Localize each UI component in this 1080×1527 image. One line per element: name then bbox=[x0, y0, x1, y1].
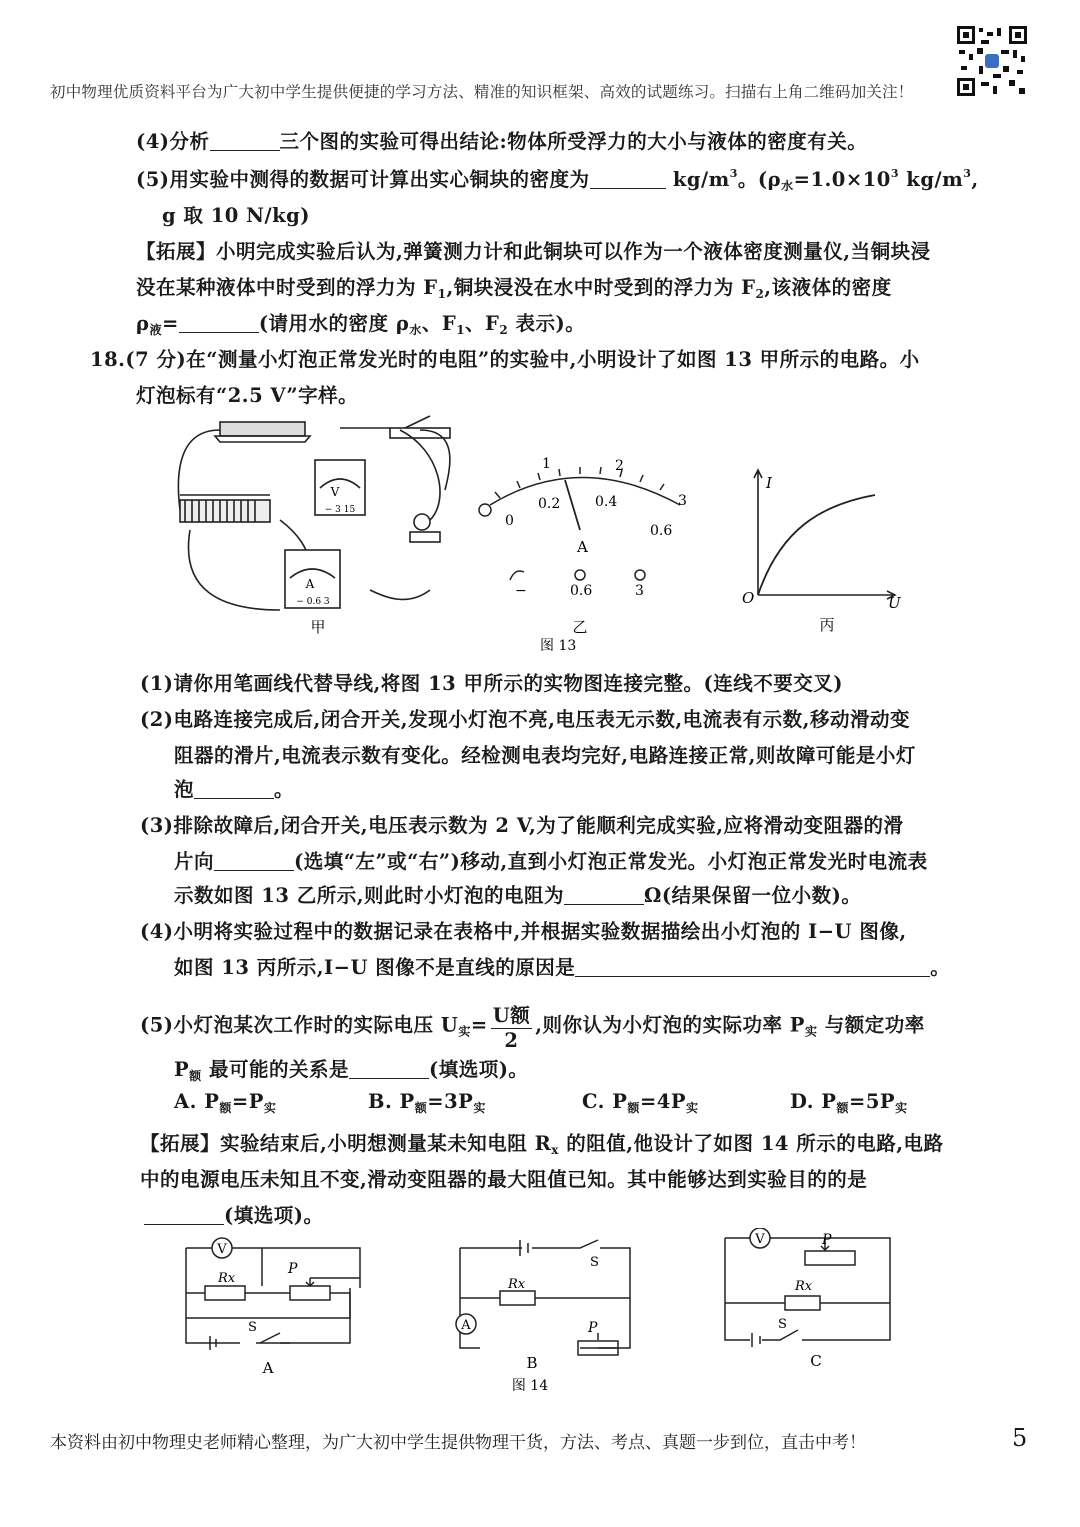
origin-label: O bbox=[742, 589, 755, 607]
header-banner: 初中物理优质资料平台为广大初中学生提供便捷的学习方法、精准的知识框架、高效的试题练习。扫描右上角二维码加关注！ bbox=[50, 83, 914, 101]
text: kg/m bbox=[899, 168, 964, 191]
text-line bbox=[162, 200, 310, 228]
circuit-c-label: C bbox=[810, 1352, 822, 1370]
rx-label: Rx bbox=[795, 1279, 813, 1294]
dial-unit: A bbox=[577, 538, 588, 556]
subscript: 1 bbox=[456, 323, 466, 337]
text: = bbox=[161, 312, 179, 335]
text-line bbox=[174, 740, 916, 768]
numerator: U额 bbox=[491, 1000, 533, 1029]
terminal-label: − bbox=[515, 583, 527, 599]
text: 。(ρ bbox=[737, 168, 782, 191]
qr-code-icon bbox=[957, 26, 1027, 96]
subscript: 2 bbox=[755, 287, 765, 301]
text: Ω(结果保留一位小数)。 bbox=[644, 884, 862, 907]
text-line bbox=[136, 126, 867, 154]
text: (5)用实验中测得的数据可计算出实心铜块的密度为 bbox=[136, 168, 590, 191]
answer-blank[interactable] bbox=[564, 885, 644, 906]
superscript: 3 bbox=[729, 167, 738, 180]
text: kg/m bbox=[665, 168, 730, 191]
text: 中的电源电压未知且不变,滑动变阻器的最大阻值已知。其中能够达到实验目的的是 bbox=[140, 1168, 868, 1191]
text-line bbox=[140, 668, 843, 696]
subscript: 额 bbox=[414, 1101, 428, 1115]
text-line bbox=[136, 164, 979, 194]
label-jia: 甲 bbox=[310, 618, 326, 636]
answer-blank[interactable] bbox=[144, 1205, 224, 1226]
text-line bbox=[144, 1200, 323, 1228]
text: = bbox=[470, 1013, 488, 1037]
lamp bbox=[410, 514, 440, 542]
subscript: 额 bbox=[836, 1101, 849, 1115]
superscript: 3 bbox=[963, 167, 972, 180]
text: 【拓展】小明完成实验后认为,弹簧测力计和此铜块可以作为一个液体密度测量仪,当铜块浸 bbox=[136, 240, 931, 263]
label-bing: 丙 bbox=[819, 616, 835, 634]
text: ρ bbox=[136, 312, 150, 335]
figure-14 bbox=[180, 1228, 900, 1398]
text-line bbox=[140, 1128, 944, 1157]
dial-tick: 0.2 bbox=[538, 496, 561, 512]
dial-tick: 0.4 bbox=[595, 494, 618, 510]
text: B. P bbox=[368, 1090, 415, 1113]
y-axis-label: I bbox=[766, 474, 772, 492]
text: 表示)。 bbox=[508, 312, 586, 335]
answer-blank[interactable] bbox=[575, 957, 930, 978]
dial-tick: 2 bbox=[615, 458, 624, 474]
dial-tick: 1 bbox=[542, 456, 551, 472]
subscript: 实 bbox=[458, 1024, 471, 1039]
text-line bbox=[140, 916, 907, 944]
subscript: 实 bbox=[473, 1101, 486, 1115]
text: 片向 bbox=[174, 850, 215, 873]
text-line bbox=[790, 1090, 908, 1116]
answer-blank[interactable] bbox=[349, 1059, 429, 1080]
subscript: 1 bbox=[437, 287, 447, 301]
text-line bbox=[140, 704, 910, 732]
text-line bbox=[136, 236, 931, 264]
text-line bbox=[140, 1000, 925, 1052]
text: =4P bbox=[639, 1090, 687, 1113]
voltmeter-symbol: V bbox=[755, 1232, 765, 1247]
figure-14-caption: 图 14 bbox=[511, 1378, 549, 1394]
rx-label: Rx bbox=[218, 1271, 236, 1286]
text: A. P bbox=[174, 1090, 220, 1113]
text: ,铜块浸没在水中时受到的浮力为 F bbox=[446, 276, 756, 299]
subscript: 水 bbox=[409, 323, 422, 337]
subscript: 额 bbox=[627, 1101, 640, 1115]
subscript: 2 bbox=[499, 323, 509, 337]
iu-graph bbox=[754, 470, 895, 599]
text: (填选项)。 bbox=[224, 1204, 324, 1227]
text: 、F bbox=[465, 312, 500, 335]
text: 三个图的实验可得出结论:物体所受浮力的大小与液体的密度有关。 bbox=[279, 130, 868, 153]
text: (1)请你用笔画线代替导线,将图 13 甲所示的实物图连接完整。(连线不要交叉) bbox=[140, 672, 843, 695]
text: P bbox=[174, 1058, 190, 1081]
subscript: 实 bbox=[804, 1024, 818, 1039]
p-label: P bbox=[288, 1261, 298, 1277]
circuit-a-label: A bbox=[262, 1359, 274, 1377]
ammeter-terminals: − 0.6 3 bbox=[296, 597, 330, 607]
terminal-label: 0.6 bbox=[570, 583, 593, 599]
text: 最可能的关系是 bbox=[201, 1058, 349, 1081]
text-line bbox=[174, 880, 861, 908]
text: 阻器的滑片,电流表示数有变化。经检测电表均完好,电路连接正常,则故障可能是小灯 bbox=[174, 744, 916, 767]
subscript: 水 bbox=[781, 179, 794, 193]
denominator: 2 bbox=[504, 1029, 519, 1052]
text: 【拓展】实验结束后,小明想测量某未知电阻 R bbox=[140, 1132, 552, 1155]
s-label: S bbox=[778, 1317, 787, 1332]
text: 灯泡标有“2.5 V”字样。 bbox=[136, 384, 359, 407]
rx-label: Rx bbox=[508, 1277, 526, 1292]
subscript: 液 bbox=[149, 323, 162, 337]
text: 如图 13 丙所示,I−U 图像不是直线的原因是 bbox=[174, 956, 576, 979]
text-line bbox=[174, 952, 950, 980]
text-line bbox=[368, 1090, 486, 1116]
subscript: 实 bbox=[686, 1101, 699, 1115]
text: (5)小灯泡某次工作时的实际电压 U bbox=[140, 1013, 459, 1037]
text: 示数如图 13 乙所示,则此时小灯泡的电阻为 bbox=[174, 884, 565, 907]
text: (3)排除故障后,闭合开关,电压表示数为 2 V,为了能顺利完成实验,应将滑动变阻器的滑 bbox=[140, 814, 904, 837]
subscript: 实 bbox=[263, 1101, 277, 1115]
text-line bbox=[174, 1090, 276, 1116]
subscript: 额 bbox=[219, 1101, 232, 1115]
text: =3P bbox=[427, 1090, 474, 1113]
text-line bbox=[136, 380, 358, 408]
text: 没在某种液体中时受到的浮力为 F bbox=[136, 276, 438, 299]
text: ,该液体的密度 bbox=[764, 276, 892, 299]
voltmeter-terminals: − 3 15 bbox=[324, 505, 356, 515]
text: (请用水的密度 ρ bbox=[258, 312, 410, 335]
answer-blank[interactable] bbox=[214, 851, 294, 872]
dial-tick: 0 bbox=[505, 513, 514, 529]
text-line bbox=[174, 846, 928, 874]
p-label: P bbox=[822, 1232, 832, 1248]
voltmeter-symbol: V bbox=[217, 1242, 227, 1257]
text: (2)电路连接完成后,闭合开关,发现小灯泡不亮,电压表无示数,电流表有示数,移动滑动变 bbox=[140, 708, 910, 731]
text: C. P bbox=[582, 1090, 628, 1113]
text-line bbox=[140, 1164, 867, 1192]
answer-blank[interactable] bbox=[179, 313, 259, 334]
answer-blank[interactable] bbox=[590, 169, 666, 190]
footer-text: 本资料由初中物理史老师精心整理，为广大初中学生提供物理干货，方法、考点、真题一步到位，直击中考！ bbox=[50, 1433, 866, 1453]
subscript: x bbox=[551, 1143, 559, 1157]
rheostat bbox=[180, 495, 270, 522]
x-axis-label: U bbox=[888, 594, 901, 612]
ammeter-symbol: A bbox=[461, 1318, 471, 1333]
text-line bbox=[174, 1054, 528, 1084]
text: 。 bbox=[274, 778, 295, 801]
dial-tick: 0.6 bbox=[650, 523, 673, 539]
s-label: S bbox=[248, 1320, 257, 1335]
text: ,则你认为小灯泡的实际功率 P bbox=[535, 1013, 805, 1037]
text-line bbox=[582, 1090, 699, 1116]
answer-blank[interactable] bbox=[210, 131, 280, 152]
text-line bbox=[174, 774, 294, 802]
figure-13 bbox=[160, 410, 920, 660]
answer-blank[interactable] bbox=[194, 779, 274, 800]
text: =5P bbox=[848, 1090, 896, 1113]
text-line bbox=[136, 272, 892, 301]
s-label: S bbox=[590, 1255, 599, 1270]
text: (填选项)。 bbox=[428, 1058, 529, 1081]
terminal-label: 3 bbox=[635, 583, 644, 599]
text: =P bbox=[231, 1090, 264, 1113]
text: , bbox=[971, 168, 979, 191]
circuit-b-label: B bbox=[526, 1354, 538, 1372]
p-label: P bbox=[588, 1320, 598, 1336]
ammeter-symbol: A bbox=[305, 577, 315, 591]
text: 泡 bbox=[174, 778, 195, 801]
text-line bbox=[136, 308, 585, 338]
subscript: 实 bbox=[895, 1101, 908, 1115]
text: 18.(7 分)在“测量小灯泡正常发光时的电阻”的实验中,小明设计了如图 13 甲所示的电路。小 bbox=[90, 348, 920, 371]
text: 、F bbox=[421, 312, 457, 335]
text: =1.0×10 bbox=[793, 168, 891, 191]
voltmeter-symbol: V bbox=[330, 485, 340, 499]
text: (选填“左”或“右”)移动,直到小灯泡正常发光。小灯泡正常发光时电流表 bbox=[294, 850, 928, 873]
dial-tick: 3 bbox=[678, 493, 687, 509]
fraction bbox=[491, 1000, 533, 1052]
text: 的阻值,他设计了如图 14 所示的电路,电路 bbox=[558, 1132, 944, 1155]
subscript: 额 bbox=[189, 1069, 202, 1083]
label-yi: 乙 bbox=[572, 618, 588, 636]
text: 。 bbox=[930, 956, 951, 979]
text: (4)小明将实验过程中的数据记录在表格中,并根据实验数据描绘出小灯泡的 I−U 图像, bbox=[140, 920, 907, 943]
figure-13-caption: 图 13 bbox=[540, 638, 577, 654]
text-line bbox=[140, 810, 904, 838]
text-line bbox=[90, 344, 920, 372]
page-number: 5 bbox=[1012, 1424, 1028, 1452]
text: g 取 10 N/kg) bbox=[162, 204, 310, 227]
superscript: 3 bbox=[890, 167, 900, 180]
text: 与额定功率 bbox=[817, 1013, 925, 1037]
text: (4)分析 bbox=[136, 130, 210, 153]
text: D. P bbox=[790, 1090, 837, 1113]
